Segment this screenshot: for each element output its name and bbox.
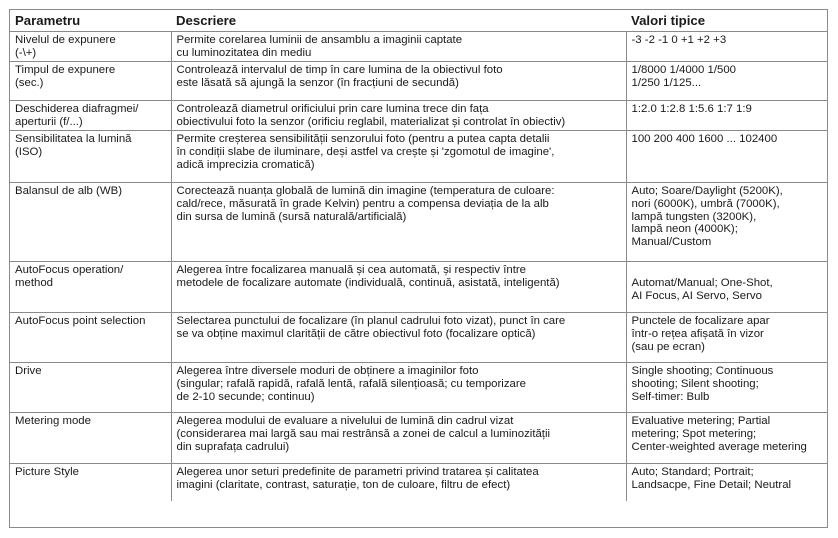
- parameter-cell-line: (-\+): [15, 46, 37, 59]
- parameter-cell: [10, 62, 171, 101]
- description-cell-line: imagini (claritate, contrast, saturație, ton de culoare, filtru de efect): [176, 478, 511, 491]
- table-row: [10, 32, 828, 62]
- values-cell-line: metering; Spot metering;: [631, 427, 757, 440]
- values-cell: [626, 262, 828, 313]
- parameter-cell-line: Picture Style: [15, 466, 79, 479]
- values-cell-line: Automat/Manual; One-Shot,: [631, 276, 773, 289]
- values-cell-line: Manual/Custom: [631, 235, 712, 248]
- parameter-cell-line: (ISO): [15, 145, 43, 158]
- parameter-cell: [10, 363, 171, 413]
- description-cell: [171, 32, 626, 62]
- values-cell: [626, 32, 828, 62]
- description-cell-line: cu luminozitatea din mediu: [176, 46, 312, 59]
- header-row: [10, 10, 828, 32]
- values-cell: [626, 183, 828, 262]
- description-cell: [171, 262, 626, 313]
- description-cell-line: din sursa de lumină (sursă naturală/artificială): [176, 210, 407, 223]
- values-cell-line: shooting; Silent shooting;: [631, 377, 759, 390]
- values-cell-line: 1/8000 1/4000 1/500: [631, 64, 737, 77]
- description-cell-line: Selectarea punctului de focalizare (în planul cadrului foto vizat), punct în care: [176, 315, 566, 328]
- parameter-cell-line: Deschiderea diafragmei/: [15, 103, 139, 116]
- values-cell-line: într-o rețea afișată în vizor: [631, 327, 764, 340]
- values-cell-line: Evaluative metering; Partial: [631, 415, 771, 428]
- description-cell-line: în condiții slabe de iluminare, deși astfel va crește și 'zgomotul de imagine',: [176, 145, 555, 158]
- values-cell-line: (sau pe ecran): [631, 340, 705, 353]
- table-row: [10, 262, 828, 313]
- description-cell: [171, 131, 626, 183]
- parameter-cell-line: Balansul de alb (WB): [15, 185, 122, 198]
- table-row: [10, 363, 828, 413]
- values-cell-line: -3 -2 -1 0 +1 +2 +3: [631, 34, 727, 46]
- description-cell: [171, 464, 626, 501]
- table-row: [10, 313, 828, 363]
- values-cell-line: Auto; Soare/Daylight (5200K),: [631, 185, 783, 198]
- header-parameter: Parametru: [10, 10, 171, 32]
- description-cell-line: (considerarea mai largă sau mai restrânsă a zonei de calcul a luminozității: [176, 427, 551, 440]
- values-cell-line: AI Focus, AI Servo, Servo: [631, 289, 762, 302]
- parameter-cell: [10, 32, 171, 62]
- description-cell-line: (singular; rafală rapidă, rafală lentă, rafală silențioasă; cu temporizare: [176, 377, 526, 390]
- description-cell-line: este lăsată să ajungă la senzor (în fracțiuni de secundă): [176, 76, 459, 89]
- table-row: [10, 131, 828, 183]
- description-cell: [171, 363, 626, 413]
- description-cell-line: Permite creșterea sensibilității senzorului foto (pentru a putea capta detalii: [176, 133, 550, 146]
- table-row: [10, 413, 828, 464]
- parameter-cell-line: Nivelul de expunere: [15, 34, 116, 46]
- description-cell: [171, 62, 626, 101]
- table-row: [10, 183, 828, 262]
- parameter-cell: [10, 183, 171, 262]
- values-cell: [626, 413, 828, 464]
- values-cell: [626, 101, 828, 131]
- values-cell-line: Landsacpe, Fine Detail; Neutral: [631, 478, 792, 491]
- parameter-table-frame: [9, 9, 828, 528]
- values-cell-line: 100 200 400 1600 ... 102400: [631, 133, 778, 146]
- description-cell-line: Alegerea modului de evaluare a nivelului de lumină din cadrul vizat: [176, 415, 514, 428]
- description-cell-line: Permite corelarea luminii de ansamblu a imaginii captate: [176, 34, 463, 46]
- parameter-cell-line: (sec.): [15, 76, 44, 89]
- values-cell-line: 1:2.0 1:2.8 1:5.6 1:7 1:9: [631, 103, 752, 116]
- parameter-cell-line: Timpul de expunere: [15, 64, 116, 77]
- description-cell-line: adică imprecizia cromatică): [176, 158, 315, 171]
- parameter-cell-line: Drive: [15, 365, 42, 378]
- parameter-cell-line: Sensibilitatea la lumină: [15, 133, 132, 146]
- table-body: [10, 32, 828, 501]
- camera-parameters-table: [10, 10, 828, 501]
- header-values: Valori tipice: [626, 10, 828, 32]
- parameter-cell: [10, 262, 171, 313]
- description-cell-line: Controlează diametrul orificiului prin care lumina trece din fața: [176, 103, 489, 116]
- parameter-cell: [10, 313, 171, 363]
- parameter-cell-line: aperturii (f/...): [15, 115, 83, 128]
- values-cell: [626, 464, 828, 501]
- values-cell-line: Single shooting; Continuous: [631, 365, 774, 378]
- header-description: Descriere: [171, 10, 626, 32]
- description-cell-line: cald/rece, măsurată în grade Kelvin) pentru a compensa deviația de la alb: [176, 197, 549, 210]
- parameter-cell-line: AutoFocus point selection: [15, 315, 146, 328]
- description-cell: [171, 413, 626, 464]
- values-cell: [626, 62, 828, 101]
- values-cell-line: 1/250 1/125...: [631, 76, 702, 89]
- description-cell-line: Alegerea unor seturi predefinite de parametri privind tratarea și calitatea: [176, 466, 539, 479]
- description-cell-line: Corectează nuanța globală de lumină din imagine (temperatura de culoare:: [176, 185, 555, 198]
- parameter-cell: [10, 131, 171, 183]
- description-cell-line: Alegerea între diversele moduri de obținere a imaginilor foto: [176, 365, 479, 378]
- values-cell-line: lampă neon (4000K);: [631, 223, 738, 236]
- description-cell-line: se va obține maximul clarității de către obiectivul foto (focalizare optică): [176, 327, 536, 340]
- description-cell-line: din suprafața cadrului): [176, 440, 290, 453]
- table-row: [10, 101, 828, 131]
- description-cell-line: Alegerea între focalizarea manuală și cea automată, și respectiv între: [176, 264, 526, 277]
- description-cell: [171, 183, 626, 262]
- values-cell: [626, 363, 828, 413]
- description-cell: [171, 101, 626, 131]
- description-cell-line: Controlează intervalul de timp în care lumina de la obiectivul foto: [176, 64, 503, 77]
- values-cell: [626, 131, 828, 183]
- description-cell-line: metodele de focalizare automate (individuală, continuă, asistată, inteligentă): [176, 276, 560, 289]
- values-cell-line: Self-timer: Bulb: [631, 390, 710, 403]
- description-cell: [171, 313, 626, 363]
- parameter-cell: [10, 101, 171, 131]
- values-cell-line: nori (6000K), umbră (7000K),: [631, 197, 780, 210]
- values-cell: [626, 313, 828, 363]
- table-row: [10, 62, 828, 101]
- description-cell-line: obiectivului foto la senzor (orificiu reglabil, materializat și controlat în obiectiv): [176, 115, 566, 128]
- description-cell-line: de 2-10 secunde; continuu): [176, 390, 315, 403]
- table-row: [10, 464, 828, 501]
- parameter-cell-line: method: [15, 276, 53, 289]
- values-cell-line: lampă tungsten (3200K),: [631, 210, 757, 223]
- parameter-cell: [10, 464, 171, 501]
- parameter-cell-line: AutoFocus operation/: [15, 264, 124, 277]
- values-cell-line: [632, 264, 825, 277]
- parameter-cell-line: Metering mode: [15, 415, 91, 428]
- values-cell-line: Auto; Standard; Portrait;: [631, 466, 754, 479]
- parameter-cell: [10, 413, 171, 464]
- values-cell-line: Punctele de focalizare apar: [631, 315, 770, 328]
- values-cell-line: Center-weighted average metering: [631, 440, 807, 453]
